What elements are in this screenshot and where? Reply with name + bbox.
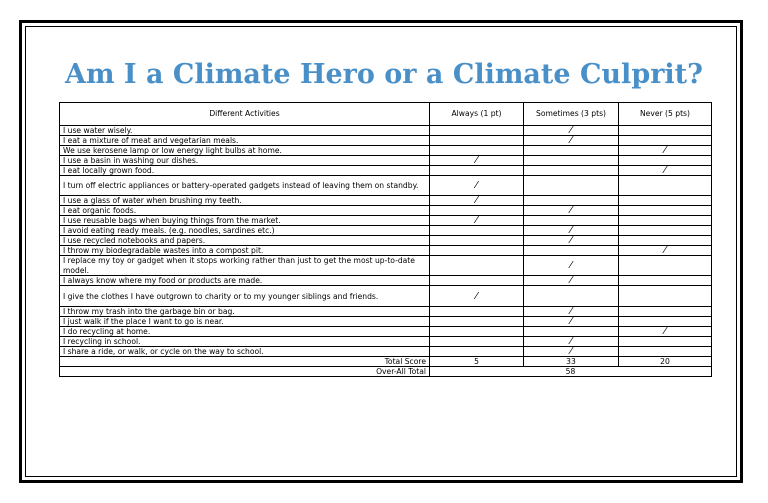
cell-always: [430, 176, 524, 196]
check-mark-icon: ⁄: [664, 145, 666, 156]
table-row: [60, 206, 712, 216]
check-mark-icon: ⁄: [570, 275, 572, 286]
activity-text: I use a glass of water when brushing my teeth.: [60, 196, 430, 206]
total-always: 5: [430, 357, 524, 367]
total-score-row: [60, 357, 712, 367]
cell-always: [430, 196, 524, 206]
check-mark-icon: ⁄: [570, 235, 572, 246]
table-row: [60, 307, 712, 317]
check-mark-icon: ⁄: [475, 195, 478, 206]
activity-text: I turn off electric appliances or battery-operated gadgets instead of leaving them on standby.: [60, 176, 430, 196]
activity-text: I eat locally grown food.: [60, 166, 430, 176]
check-mark-icon: ⁄: [570, 205, 572, 216]
cell-never: [619, 256, 712, 276]
activity-text: I use a basin in washing our dishes.: [60, 156, 430, 166]
check-mark-icon: ⁄: [570, 225, 572, 236]
cell-always: [430, 156, 524, 166]
cell-never: [619, 156, 712, 166]
cell-never: [619, 276, 712, 286]
table-row: [60, 176, 712, 196]
cell-sometimes: [524, 216, 619, 226]
table-row: [60, 276, 712, 286]
cell-sometimes: [524, 136, 619, 146]
cell-sometimes: [524, 276, 619, 286]
table-row: [60, 317, 712, 327]
cell-always: [430, 307, 524, 317]
cell-always: [430, 126, 524, 136]
activity-text: I do recycling at home.: [60, 327, 430, 337]
table-row: [60, 126, 712, 136]
cell-always: [430, 216, 524, 226]
check-mark-icon: ⁄: [570, 316, 572, 327]
overall-total-label: Over-All Total: [60, 367, 430, 377]
cell-never: [619, 166, 712, 176]
cell-sometimes: [524, 206, 619, 216]
check-mark-icon: ⁄: [570, 260, 572, 271]
check-mark-icon: ⁄: [664, 326, 666, 337]
check-mark-icon: ⁄: [570, 125, 572, 136]
cell-never: [619, 196, 712, 206]
check-mark-icon: ⁄: [664, 245, 666, 256]
table-row: [60, 246, 712, 256]
cell-never: [619, 317, 712, 327]
activity-table: [59, 102, 712, 377]
table-row: [60, 327, 712, 337]
activity-text: I share a ride, or walk, or cycle on the way to school.: [60, 347, 430, 357]
cell-always: [430, 337, 524, 347]
cell-sometimes: [524, 286, 619, 307]
cell-always: [430, 246, 524, 256]
cell-always: [430, 317, 524, 327]
cell-always: [430, 166, 524, 176]
cell-sometimes: [524, 126, 619, 136]
total-score-label: Total Score: [60, 357, 430, 367]
page-title: Am I a Climate Hero or a Climate Culprit?: [65, 59, 703, 90]
table-row: [60, 226, 712, 236]
activity-text: We use kerosene lamp or low energy light bulbs at home.: [60, 146, 430, 156]
table-row: [60, 146, 712, 156]
cell-sometimes: [524, 166, 619, 176]
table-row: [60, 256, 712, 276]
cell-sometimes: [524, 337, 619, 347]
header-sometimes: Sometimes (3 pts): [524, 103, 619, 126]
header-never: Never (5 pts): [619, 103, 712, 126]
cell-always: [430, 347, 524, 357]
overall-total-value: 58: [430, 367, 712, 377]
cell-never: [619, 236, 712, 246]
cell-always: [430, 236, 524, 246]
cell-never: [619, 136, 712, 146]
activity-text: I eat organic foods.: [60, 206, 430, 216]
check-mark-icon: ⁄: [475, 180, 478, 191]
check-mark-icon: ⁄: [570, 346, 572, 357]
table-row: [60, 347, 712, 357]
cell-never: [619, 337, 712, 347]
activity-text: I replace my toy or gadget when it stops working rather than just to get the most up-to-date model.: [60, 256, 430, 276]
activity-text: I throw my biodegradable wastes into a compost pit.: [60, 246, 430, 256]
cell-always: [430, 206, 524, 216]
activity-text: I throw my trash into the garbage bin or bag.: [60, 307, 430, 317]
cell-never: [619, 327, 712, 337]
check-mark-icon: ⁄: [570, 306, 572, 317]
activity-text: I recycling in school.: [60, 337, 430, 347]
check-mark-icon: ⁄: [475, 215, 478, 226]
cell-sometimes: [524, 226, 619, 236]
cell-never: [619, 226, 712, 236]
cell-never: [619, 126, 712, 136]
check-mark-icon: ⁄: [475, 290, 478, 302]
cell-always: [430, 276, 524, 286]
table-row: [60, 216, 712, 226]
cell-never: [619, 307, 712, 317]
header-always: Always (1 pt): [430, 103, 524, 126]
activity-text: I use recycled notebooks and papers.: [60, 236, 430, 246]
cell-sometimes: [524, 317, 619, 327]
cell-never: [619, 216, 712, 226]
header-activity: Different Activities: [60, 103, 430, 126]
cell-sometimes: [524, 327, 619, 337]
header-row: [60, 103, 712, 126]
cell-sometimes: [524, 176, 619, 196]
table-row: [60, 196, 712, 206]
cell-always: [430, 146, 524, 156]
cell-sometimes: [524, 256, 619, 276]
activity-text: I use water wisely.: [60, 126, 430, 136]
cell-never: [619, 176, 712, 196]
check-mark-icon: ⁄: [475, 155, 478, 166]
cell-never: [619, 206, 712, 216]
activity-text: I always know where my food or products are made.: [60, 276, 430, 286]
cell-never: [619, 146, 712, 156]
cell-always: [430, 256, 524, 276]
cell-sometimes: [524, 146, 619, 156]
table-row: [60, 136, 712, 146]
cell-sometimes: [524, 156, 619, 166]
total-sometimes: 33: [524, 357, 619, 367]
table-row: [60, 156, 712, 166]
cell-never: [619, 246, 712, 256]
cell-never: [619, 347, 712, 357]
cell-sometimes: [524, 347, 619, 357]
check-mark-icon: ⁄: [664, 165, 666, 176]
cell-never: [619, 286, 712, 307]
cell-always: [430, 286, 524, 307]
cell-sometimes: [524, 307, 619, 317]
activity-rows: [60, 126, 712, 357]
activity-text: I eat a mixture of meat and vegetarian meals.: [60, 136, 430, 146]
table-row: [60, 337, 712, 347]
cell-sometimes: [524, 196, 619, 206]
activity-text: I give the clothes I have outgrown to charity or to my younger siblings and friends.: [60, 286, 430, 307]
cell-always: [430, 327, 524, 337]
table-row: [60, 166, 712, 176]
activity-text: I just walk if the place I want to go is near.: [60, 317, 430, 327]
cell-sometimes: [524, 246, 619, 256]
activity-text: I avoid eating ready meals. (e.g. noodles, sardines etc.): [60, 226, 430, 236]
table-row: [60, 286, 712, 307]
check-mark-icon: ⁄: [570, 336, 572, 347]
check-mark-icon: ⁄: [570, 135, 572, 146]
cell-sometimes: [524, 236, 619, 246]
activity-text: I use reusable bags when buying things from the market.: [60, 216, 430, 226]
table-row: [60, 236, 712, 246]
total-never: 20: [619, 357, 712, 367]
cell-always: [430, 136, 524, 146]
overall-total-row: [60, 367, 712, 377]
cell-always: [430, 226, 524, 236]
